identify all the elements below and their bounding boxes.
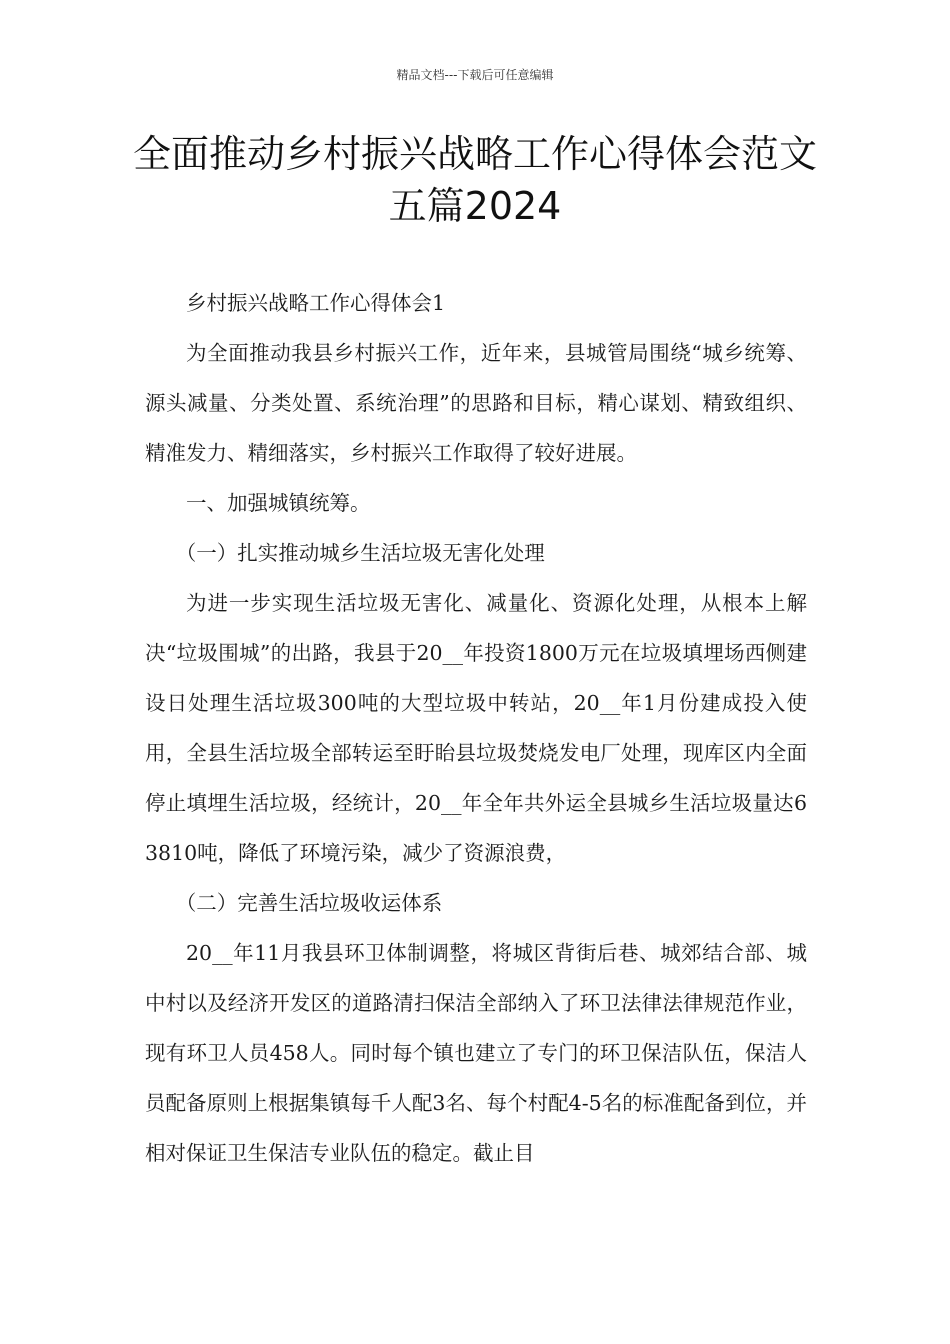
- body-paragraph: 为进一步实现生活垃圾无害化、减量化、资源化处理，从根本上解决“垃圾围城”的出路，我县于20__年投资1800万元在垃圾填埋场西侧建设日处理生活垃圾300吨的大型垃圾中转站，20__年1月份建成投入使用，全县生活垃圾全部转运至盱眙县垃圾焚烧发电厂处理，现库区内全面停止填埋生活垃圾，经统计，20__年全年共外运全县城乡生活垃圾量达63810吨，降低了环境污染，减少了资源浪费，: [145, 591, 807, 865]
- section-title: 乡村振兴战略工作心得体会1: [186, 291, 446, 315]
- body-paragraph: 为全面推动我县乡村振兴工作，近年来，县城管局围绕“城乡统筹、源头减量、分类处置、系统治理”的思路和目标，精心谋划、精致组织、精准发力、精细落实，乡村振兴工作取得了较好进展。: [145, 341, 807, 465]
- document-body: [145, 278, 807, 1178]
- document-title: 全面推动乡村振兴战略工作心得体会范文五篇2024: [132, 132, 817, 228]
- page-header-note: 精品文档---下载后可任意编辑: [396, 68, 554, 82]
- subheading-paragraph: （一）扎实推动城乡生活垃圾无害化处理: [175, 541, 545, 565]
- subheading-paragraph: （二）完善生活垃圾收运体系: [175, 891, 443, 915]
- body-paragraph: 20__年11月我县环卫体制调整，将城区背街后巷、城郊结合部、城中村以及经济开发区的道路清扫保洁全部纳入了环卫法律法律规范作业，现有环卫人员458人。同时每个镇也建立了专门的环卫保洁队伍，保洁人员配备原则上根据集镇每千人配3名、每个村配4-5名的标准配备到位，并相对保证卫生保洁专业队伍的稳定。截止目: [145, 941, 807, 1165]
- heading-paragraph: 一、加强城镇统筹。: [186, 491, 371, 515]
